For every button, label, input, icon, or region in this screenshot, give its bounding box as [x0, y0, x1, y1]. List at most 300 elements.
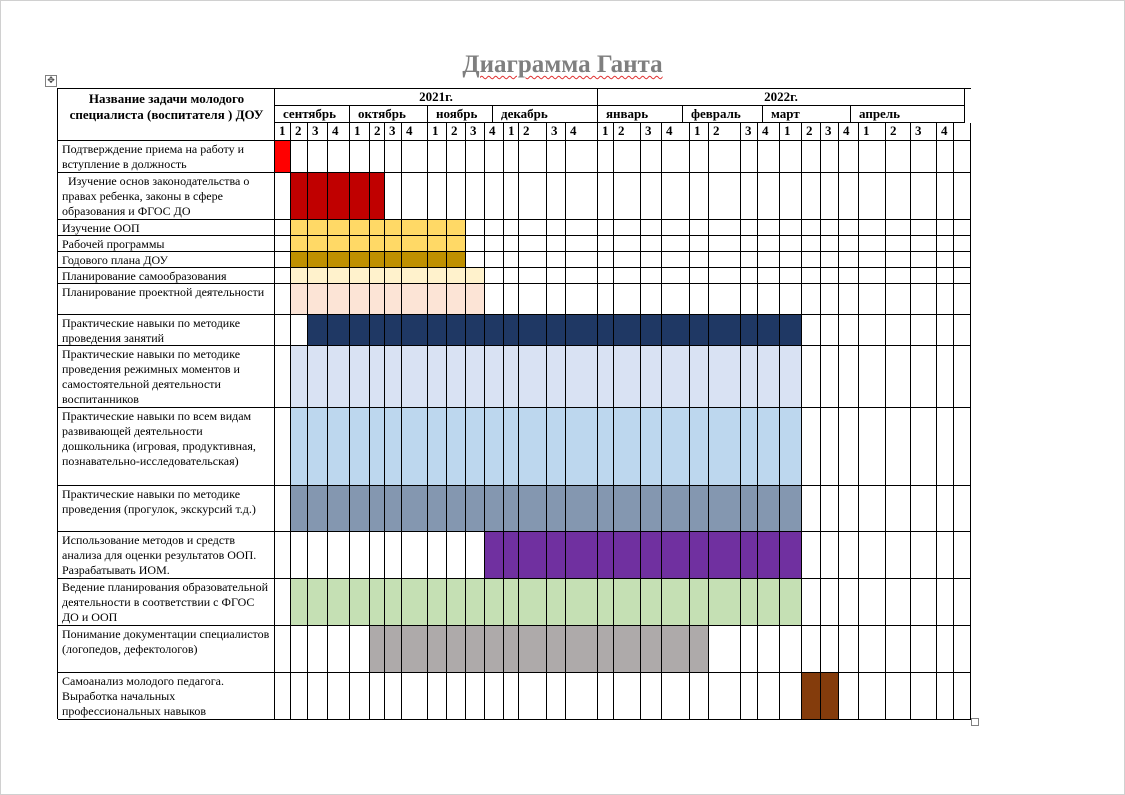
gantt-bar-cell	[614, 408, 641, 486]
gantt-empty-cell	[954, 626, 971, 673]
gantt-empty-cell	[690, 284, 709, 315]
gantt-bar-cell	[370, 408, 385, 486]
gantt-empty-cell	[641, 673, 662, 720]
gantt-bar-cell	[402, 268, 428, 284]
gantt-empty-cell	[504, 141, 519, 173]
gantt-empty-cell	[839, 173, 859, 220]
gantt-empty-cell	[839, 315, 859, 346]
gantt-empty-cell	[641, 252, 662, 268]
gantt-bar-cell	[566, 532, 598, 579]
gantt-empty-cell	[275, 236, 291, 252]
gantt-empty-cell	[485, 236, 504, 252]
gantt-bar-cell	[566, 626, 598, 673]
gantt-empty-cell	[780, 220, 802, 236]
gantt-bar-cell	[662, 579, 690, 626]
gantt-bar-cell	[641, 579, 662, 626]
gantt-bar-cell	[428, 315, 447, 346]
gantt-empty-cell	[614, 284, 641, 315]
gantt-empty-cell	[758, 236, 780, 252]
gantt-empty-cell	[859, 532, 886, 579]
week-number-cell	[954, 123, 971, 141]
gantt-empty-cell	[598, 173, 614, 220]
gantt-empty-cell	[859, 579, 886, 626]
gantt-empty-cell	[954, 268, 971, 284]
gantt-empty-cell	[839, 268, 859, 284]
gantt-bar-cell	[385, 268, 402, 284]
gantt-empty-cell	[547, 236, 566, 252]
gantt-bar-cell	[428, 486, 447, 532]
gantt-empty-cell	[758, 268, 780, 284]
week-number-cell: 1	[598, 123, 614, 141]
gantt-empty-cell	[821, 579, 839, 626]
gantt-empty-cell	[275, 315, 291, 346]
gantt-empty-cell	[466, 236, 485, 252]
gantt-empty-cell	[519, 673, 547, 720]
gantt-bar-cell	[447, 268, 466, 284]
gantt-empty-cell	[566, 236, 598, 252]
gantt-empty-cell	[886, 346, 911, 408]
gantt-bar-cell	[641, 408, 662, 486]
gantt-empty-cell	[598, 141, 614, 173]
gantt-empty-cell	[954, 173, 971, 220]
month-header-cell: октябрь	[350, 106, 428, 123]
gantt-empty-cell	[859, 626, 886, 673]
gantt-bar-cell	[466, 268, 485, 284]
gantt-bar-cell	[447, 346, 466, 408]
task-name-cell: Рабочей программы	[58, 236, 275, 252]
gantt-empty-cell	[690, 173, 709, 220]
gantt-empty-cell	[859, 284, 886, 315]
gantt-bar-cell	[447, 315, 466, 346]
gantt-bar-cell	[662, 486, 690, 532]
month-header-cell: сентябрь	[275, 106, 350, 123]
gantt-empty-cell	[911, 268, 937, 284]
gantt-bar-cell	[566, 579, 598, 626]
gantt-bar-cell	[519, 532, 547, 579]
gantt-bar-cell	[370, 486, 385, 532]
gantt-bar-cell	[385, 284, 402, 315]
gantt-bar-cell	[741, 486, 758, 532]
gantt-empty-cell	[859, 252, 886, 268]
gantt-empty-cell	[839, 626, 859, 673]
gantt-bar-cell	[370, 252, 385, 268]
gantt-empty-cell	[641, 284, 662, 315]
gantt-empty-cell	[566, 252, 598, 268]
gantt-empty-cell	[886, 236, 911, 252]
gantt-bar-cell	[428, 626, 447, 673]
gantt-empty-cell	[911, 408, 937, 486]
gantt-bar-cell	[370, 315, 385, 346]
gantt-bar-cell	[370, 268, 385, 284]
gantt-bar-cell	[662, 532, 690, 579]
week-number-cell: 4	[485, 123, 504, 141]
gantt-bar-cell	[428, 268, 447, 284]
gantt-empty-cell	[886, 408, 911, 486]
gantt-bar-cell	[566, 346, 598, 408]
gantt-bar-cell	[780, 532, 802, 579]
gantt-empty-cell	[741, 252, 758, 268]
gantt-empty-cell	[308, 673, 328, 720]
gantt-empty-cell	[954, 284, 971, 315]
gantt-bar-cell	[662, 626, 690, 673]
gantt-empty-cell	[821, 268, 839, 284]
gantt-bar-cell	[385, 236, 402, 252]
gantt-bar-cell	[547, 408, 566, 486]
gantt-empty-cell	[802, 173, 821, 220]
gantt-empty-cell	[741, 141, 758, 173]
gantt-empty-cell	[428, 173, 447, 220]
gantt-bar-cell	[428, 220, 447, 236]
gantt-bar-cell	[662, 408, 690, 486]
week-number-cell: 1	[350, 123, 370, 141]
gantt-empty-cell	[821, 220, 839, 236]
gantt-empty-cell	[519, 173, 547, 220]
table-move-handle-icon[interactable]: ✥	[45, 75, 57, 87]
gantt-bar-cell	[350, 220, 370, 236]
gantt-bar-cell	[504, 532, 519, 579]
gantt-empty-cell	[741, 626, 758, 673]
gantt-bar-cell	[428, 408, 447, 486]
gantt-bar-cell	[598, 626, 614, 673]
gantt-empty-cell	[370, 141, 385, 173]
gantt-empty-cell	[802, 486, 821, 532]
gantt-empty-cell	[350, 532, 370, 579]
gantt-empty-cell	[385, 673, 402, 720]
gantt-empty-cell	[911, 284, 937, 315]
gantt-empty-cell	[547, 141, 566, 173]
gantt-empty-cell	[886, 268, 911, 284]
gantt-empty-cell	[839, 141, 859, 173]
week-number-cell: 3	[385, 123, 402, 141]
task-name-cell: Понимание документации специалистов (логопедов, дефектологов)	[58, 626, 275, 673]
gantt-empty-cell	[641, 220, 662, 236]
gantt-bar-cell	[504, 346, 519, 408]
gantt-bar-cell	[598, 346, 614, 408]
gantt-empty-cell	[886, 173, 911, 220]
gantt-bar-cell	[485, 486, 504, 532]
gantt-empty-cell	[821, 141, 839, 173]
task-name-cell: Практические навыки по методике проведения занятий	[58, 315, 275, 346]
gantt-empty-cell	[328, 673, 350, 720]
gantt-empty-cell	[741, 268, 758, 284]
gantt-bar-cell	[291, 268, 308, 284]
gantt-bar-cell	[385, 346, 402, 408]
gantt-bar-cell	[328, 220, 350, 236]
gantt-empty-cell	[466, 220, 485, 236]
gantt-bar-cell	[350, 486, 370, 532]
gantt-empty-cell	[641, 173, 662, 220]
week-number-cell: 4	[402, 123, 428, 141]
gantt-bar-cell	[821, 673, 839, 720]
gantt-bar-cell	[291, 236, 308, 252]
gantt-empty-cell	[370, 532, 385, 579]
gantt-bar-cell	[662, 315, 690, 346]
gantt-empty-cell	[911, 252, 937, 268]
gantt-empty-cell	[886, 579, 911, 626]
gantt-bar-cell	[709, 315, 741, 346]
gantt-empty-cell	[328, 141, 350, 173]
gantt-bar-cell	[485, 315, 504, 346]
gantt-empty-cell	[519, 284, 547, 315]
gantt-bar-cell	[504, 408, 519, 486]
gantt-bar-cell	[466, 626, 485, 673]
gantt-bar-cell	[641, 532, 662, 579]
gantt-empty-cell	[839, 252, 859, 268]
gantt-empty-cell	[839, 532, 859, 579]
gantt-empty-cell	[662, 268, 690, 284]
week-number-cell: 2	[802, 123, 821, 141]
week-number-cell: 2	[709, 123, 741, 141]
gantt-bar-cell	[328, 236, 350, 252]
gantt-empty-cell	[519, 268, 547, 284]
gantt-bar-cell	[291, 284, 308, 315]
week-number-cell: 3	[821, 123, 839, 141]
month-header-cell: декабрь	[493, 106, 598, 123]
week-number-cell: 3	[911, 123, 937, 141]
week-number-cell: 2	[886, 123, 911, 141]
gantt-empty-cell	[911, 220, 937, 236]
gantt-empty-cell	[741, 673, 758, 720]
week-number-cell: 2	[370, 123, 385, 141]
gantt-empty-cell	[911, 315, 937, 346]
gantt-empty-cell	[709, 252, 741, 268]
gantt-empty-cell	[547, 220, 566, 236]
gantt-bar-cell	[741, 532, 758, 579]
gantt-empty-cell	[839, 346, 859, 408]
gantt-bar-cell	[485, 626, 504, 673]
gantt-bar-cell	[690, 532, 709, 579]
week-number-cell: 1	[859, 123, 886, 141]
gantt-empty-cell	[839, 673, 859, 720]
gantt-empty-cell	[385, 141, 402, 173]
gantt-bar-cell	[308, 346, 328, 408]
gantt-empty-cell	[911, 346, 937, 408]
gantt-empty-cell	[839, 579, 859, 626]
gantt-empty-cell	[954, 252, 971, 268]
gantt-bar-cell	[519, 315, 547, 346]
gantt-empty-cell	[641, 141, 662, 173]
gantt-empty-cell	[350, 673, 370, 720]
week-number-cell: 3	[466, 123, 485, 141]
gantt-empty-cell	[547, 173, 566, 220]
gantt-empty-cell	[402, 532, 428, 579]
week-number-cell: 2	[614, 123, 641, 141]
gantt-bar-cell	[291, 486, 308, 532]
gantt-bar-cell	[447, 252, 466, 268]
gantt-bar-cell	[466, 486, 485, 532]
month-header-cell: январь	[598, 106, 683, 123]
gantt-bar-cell	[447, 236, 466, 252]
gantt-empty-cell	[466, 173, 485, 220]
gantt-empty-cell	[886, 486, 911, 532]
gantt-bar-cell	[690, 579, 709, 626]
gantt-empty-cell	[566, 220, 598, 236]
gantt-empty-cell	[780, 284, 802, 315]
week-number-cell: 1	[275, 123, 291, 141]
gantt-empty-cell	[954, 408, 971, 486]
gantt-bar-cell	[447, 408, 466, 486]
gantt-empty-cell	[598, 284, 614, 315]
gantt-bar-cell	[402, 408, 428, 486]
gantt-bar-cell	[690, 486, 709, 532]
gantt-empty-cell	[291, 315, 308, 346]
gantt-bar-cell	[385, 252, 402, 268]
gantt-empty-cell	[954, 315, 971, 346]
gantt-empty-cell	[598, 252, 614, 268]
gantt-empty-cell	[954, 579, 971, 626]
gantt-bar-cell	[741, 346, 758, 408]
gantt-empty-cell	[709, 284, 741, 315]
gantt-empty-cell	[859, 268, 886, 284]
gantt-bar-cell	[641, 626, 662, 673]
gantt-empty-cell	[821, 346, 839, 408]
gantt-empty-cell	[275, 673, 291, 720]
gantt-bar-cell	[328, 408, 350, 486]
gantt-bar-cell	[614, 579, 641, 626]
gantt-empty-cell	[802, 315, 821, 346]
gantt-empty-cell	[839, 284, 859, 315]
gantt-empty-cell	[937, 346, 954, 408]
gantt-empty-cell	[447, 173, 466, 220]
gantt-bar-cell	[598, 486, 614, 532]
gantt-bar-cell	[547, 579, 566, 626]
gantt-bar-cell	[709, 486, 741, 532]
gantt-empty-cell	[821, 315, 839, 346]
gantt-empty-cell	[662, 236, 690, 252]
gantt-empty-cell	[886, 673, 911, 720]
gantt-empty-cell	[802, 268, 821, 284]
gantt-empty-cell	[954, 236, 971, 252]
gantt-bar-cell	[504, 315, 519, 346]
gantt-empty-cell	[291, 532, 308, 579]
gantt-empty-cell	[275, 346, 291, 408]
gantt-bar-cell	[308, 173, 328, 220]
gantt-empty-cell	[447, 141, 466, 173]
task-name-cell: Использование методов и средств анализа для оценки результатов ООП. Разрабатывать ИОМ.	[58, 532, 275, 579]
gantt-empty-cell	[709, 141, 741, 173]
gantt-empty-cell	[911, 532, 937, 579]
gantt-bar-cell	[350, 579, 370, 626]
gantt-bar-cell	[350, 236, 370, 252]
gantt-empty-cell	[937, 268, 954, 284]
gantt-bar-cell	[350, 346, 370, 408]
gantt-empty-cell	[328, 626, 350, 673]
gantt-bar-cell	[758, 532, 780, 579]
gantt-empty-cell	[504, 252, 519, 268]
gantt-bar-cell	[485, 579, 504, 626]
gantt-empty-cell	[275, 626, 291, 673]
gantt-empty-cell	[911, 673, 937, 720]
gantt-bar-cell	[370, 173, 385, 220]
gantt-empty-cell	[690, 252, 709, 268]
gantt-empty-cell	[821, 252, 839, 268]
gantt-empty-cell	[662, 252, 690, 268]
gantt-empty-cell	[937, 408, 954, 486]
gantt-bar-cell	[547, 532, 566, 579]
gantt-bar-cell	[641, 486, 662, 532]
gantt-empty-cell	[911, 141, 937, 173]
gantt-empty-cell	[308, 626, 328, 673]
gantt-bar-cell	[598, 532, 614, 579]
gantt-empty-cell	[614, 173, 641, 220]
gantt-empty-cell	[802, 346, 821, 408]
gantt-empty-cell	[937, 252, 954, 268]
gantt-bar-cell	[780, 408, 802, 486]
gantt-empty-cell	[839, 408, 859, 486]
task-name-cell: Планирование самообразования	[58, 268, 275, 284]
gantt-empty-cell	[641, 236, 662, 252]
gantt-empty-cell	[598, 268, 614, 284]
gantt-bar-cell	[741, 315, 758, 346]
gantt-empty-cell	[954, 486, 971, 532]
gantt-bar-cell	[350, 252, 370, 268]
gantt-empty-cell	[466, 673, 485, 720]
gantt-empty-cell	[780, 236, 802, 252]
gantt-empty-cell	[385, 532, 402, 579]
gantt-empty-cell	[690, 220, 709, 236]
table-resize-handle[interactable]	[971, 718, 979, 726]
gantt-empty-cell	[780, 268, 802, 284]
gantt-empty-cell	[428, 673, 447, 720]
gantt-empty-cell	[937, 173, 954, 220]
gantt-bar-cell	[598, 408, 614, 486]
gantt-empty-cell	[641, 268, 662, 284]
gantt-bar-cell	[370, 626, 385, 673]
gantt-empty-cell	[447, 673, 466, 720]
gantt-bar-cell	[328, 173, 350, 220]
gantt-empty-cell	[428, 532, 447, 579]
gantt-empty-cell	[859, 486, 886, 532]
gantt-empty-cell	[780, 673, 802, 720]
week-number-cell: 4	[839, 123, 859, 141]
week-number-cell: 4	[566, 123, 598, 141]
gantt-empty-cell	[370, 673, 385, 720]
gantt-bar-cell	[308, 252, 328, 268]
gantt-bar-cell	[308, 408, 328, 486]
gantt-bar-cell	[758, 315, 780, 346]
gantt-empty-cell	[504, 673, 519, 720]
gantt-empty-cell	[447, 532, 466, 579]
gantt-empty-cell	[937, 486, 954, 532]
gantt-empty-cell	[350, 141, 370, 173]
gantt-bar-cell	[758, 486, 780, 532]
task-name-cell: Изучение основ законодательства о правах ребенка, законы в сфере образования и ФГОС ДО	[58, 173, 275, 220]
gantt-bar-cell	[328, 346, 350, 408]
gantt-bar-cell	[504, 626, 519, 673]
gantt-bar-cell	[308, 486, 328, 532]
gantt-bar-cell	[485, 532, 504, 579]
gantt-empty-cell	[519, 220, 547, 236]
gantt-bar-cell	[519, 579, 547, 626]
gantt-bar-cell	[566, 408, 598, 486]
task-column-header: Название задачи молодого специалиста (воспитателя ) ДОУ	[58, 89, 275, 141]
task-name-cell: Ведение планирования образовательной деятельности в соответствии с ФГОС ДО и ООП	[58, 579, 275, 626]
gantt-empty-cell	[547, 268, 566, 284]
gantt-bar-cell	[598, 579, 614, 626]
gantt-empty-cell	[758, 252, 780, 268]
gantt-empty-cell	[275, 173, 291, 220]
gantt-empty-cell	[485, 268, 504, 284]
gantt-bar-cell	[598, 315, 614, 346]
task-name-cell: Подтверждение приема на работу и вступление в должность	[58, 141, 275, 173]
gantt-bar-cell	[741, 408, 758, 486]
gantt-empty-cell	[275, 408, 291, 486]
gantt-empty-cell	[780, 252, 802, 268]
gantt-empty-cell	[802, 220, 821, 236]
gantt-empty-cell	[780, 141, 802, 173]
gantt-empty-cell	[402, 173, 428, 220]
gantt-bar-cell	[402, 284, 428, 315]
